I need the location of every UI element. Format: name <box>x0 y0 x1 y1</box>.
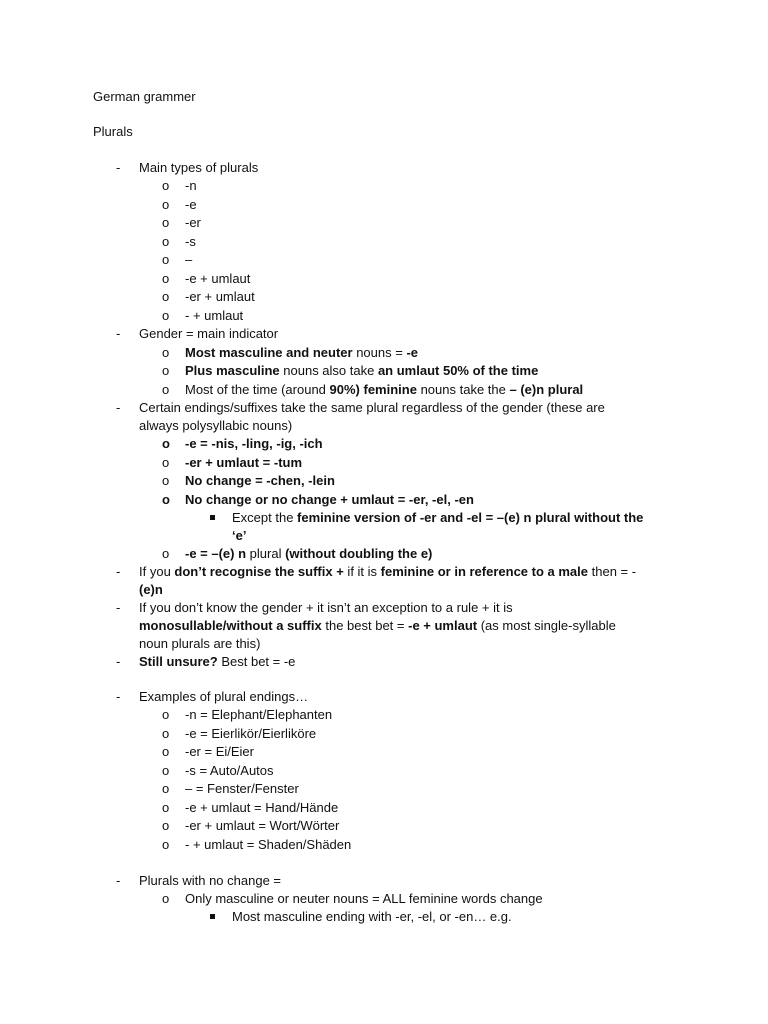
circle-bullet: o <box>162 891 170 906</box>
plural-type-item: -er <box>185 215 201 230</box>
endings-item: -e = –(e) n plural (without doubling the e) <box>185 546 433 561</box>
dash-bullet: - <box>116 326 121 341</box>
plural-type-item: – <box>185 252 193 267</box>
circle-bullet: o <box>162 234 170 249</box>
example-item: – = Fenster/Fenster <box>185 781 299 796</box>
circle-bullet: o <box>162 215 170 230</box>
example-item: -e + umlaut = Hand/Hände <box>185 800 339 815</box>
endings-item: No change = -chen, -lein <box>185 473 335 488</box>
example-item: -s = Auto/Autos <box>185 763 274 778</box>
plural-type-item: -e <box>185 197 197 212</box>
circle-bullet: o <box>162 492 170 507</box>
endings-item: -er + umlaut = -tum <box>185 455 303 470</box>
endings-subitem-continued: ‘e’ <box>232 528 247 543</box>
circle-bullet: o <box>162 744 170 759</box>
plural-type-item: - + umlaut <box>185 308 244 323</box>
square-bullet <box>210 914 215 919</box>
gender-rule: If you don’t know the gender + it isn’t an exception to a rule + it is <box>139 600 513 615</box>
gender-label: Gender = main indicator <box>139 326 279 341</box>
example-item: - + umlaut = Shaden/Shäden <box>185 837 352 852</box>
circle-bullet: o <box>162 382 170 397</box>
circle-bullet: o <box>162 763 170 778</box>
circle-bullet: o <box>162 252 170 267</box>
circle-bullet: o <box>162 308 170 323</box>
plural-type-item: -n <box>185 178 197 193</box>
gender-rule: monosullable/without a suffix the best bet = -e + umlaut (as most single-syllable <box>139 618 616 633</box>
document-title: German grammer <box>93 89 196 104</box>
circle-bullet: o <box>162 363 170 378</box>
gender-item: Most of the time (around 90%) feminine nouns take the – (e)n plural <box>185 382 584 397</box>
suffix-rule-continued: (e)n <box>139 582 163 597</box>
no-change-subitem: Most masculine ending with -er, -el, or -en… e.g. <box>232 909 512 924</box>
plural-type-item: -e + umlaut <box>185 271 251 286</box>
main-types-label: Main types of plurals <box>139 160 259 175</box>
dash-bullet: - <box>116 564 121 579</box>
circle-bullet: o <box>162 289 170 304</box>
circle-bullet: o <box>162 271 170 286</box>
example-item: -er + umlaut = Wort/Wörter <box>185 818 340 833</box>
circle-bullet: o <box>162 473 170 488</box>
endings-item: -e = -nis, -ling, -ig, -ich <box>185 436 323 451</box>
gender-item: Plus masculine nouns also take an umlaut 50% of the time <box>185 363 539 378</box>
circle-bullet: o <box>162 707 170 722</box>
dash-bullet: - <box>116 160 121 175</box>
dash-bullet: - <box>116 873 121 888</box>
circle-bullet: o <box>162 837 170 852</box>
circle-bullet: o <box>162 197 170 212</box>
circle-bullet: o <box>162 800 170 815</box>
plural-type-item: -s <box>185 234 196 249</box>
dash-bullet: - <box>116 654 121 669</box>
endings-subitem: Except the feminine version of -er and -el = –(e) n plural without the <box>232 510 644 525</box>
circle-bullet: o <box>162 436 170 451</box>
no-change-label: Plurals with no change = <box>139 873 282 888</box>
suffix-rule: If you don’t recognise the suffix + if it is feminine or in reference to a male then = - <box>139 564 637 579</box>
no-change-item: Only masculine or neuter nouns = ALL feminine words change <box>185 891 543 906</box>
gender-item: Most masculine and neuter nouns = -e <box>185 345 419 360</box>
example-item: -n = Elephant/Elephanten <box>185 707 333 722</box>
examples-label: Examples of plural endings… <box>139 689 309 704</box>
circle-bullet: o <box>162 455 170 470</box>
gender-rule: noun plurals are this) <box>139 636 261 651</box>
circle-bullet: o <box>162 818 170 833</box>
unsure-rule: Still unsure? Best bet = -e <box>139 654 296 669</box>
circle-bullet: o <box>162 546 170 561</box>
dash-bullet: - <box>116 600 121 615</box>
square-bullet <box>210 515 215 520</box>
endings-text: always polysyllabic nouns) <box>139 418 293 433</box>
circle-bullet: o <box>162 726 170 741</box>
endings-item: No change or no change + umlaut = -er, -el, -en <box>185 492 474 507</box>
circle-bullet: o <box>162 781 170 796</box>
circle-bullet: o <box>162 178 170 193</box>
example-item: -e = Eierlikör/Eierliköre <box>185 726 317 741</box>
dash-bullet: - <box>116 400 121 415</box>
example-item: -er = Ei/Eier <box>185 744 254 759</box>
circle-bullet: o <box>162 345 170 360</box>
endings-text: Certain endings/suffixes take the same plural regardless of the gender (these are <box>139 400 605 415</box>
plural-type-item: -er + umlaut <box>185 289 255 304</box>
section-heading: Plurals <box>93 124 133 139</box>
dash-bullet: - <box>116 689 121 704</box>
